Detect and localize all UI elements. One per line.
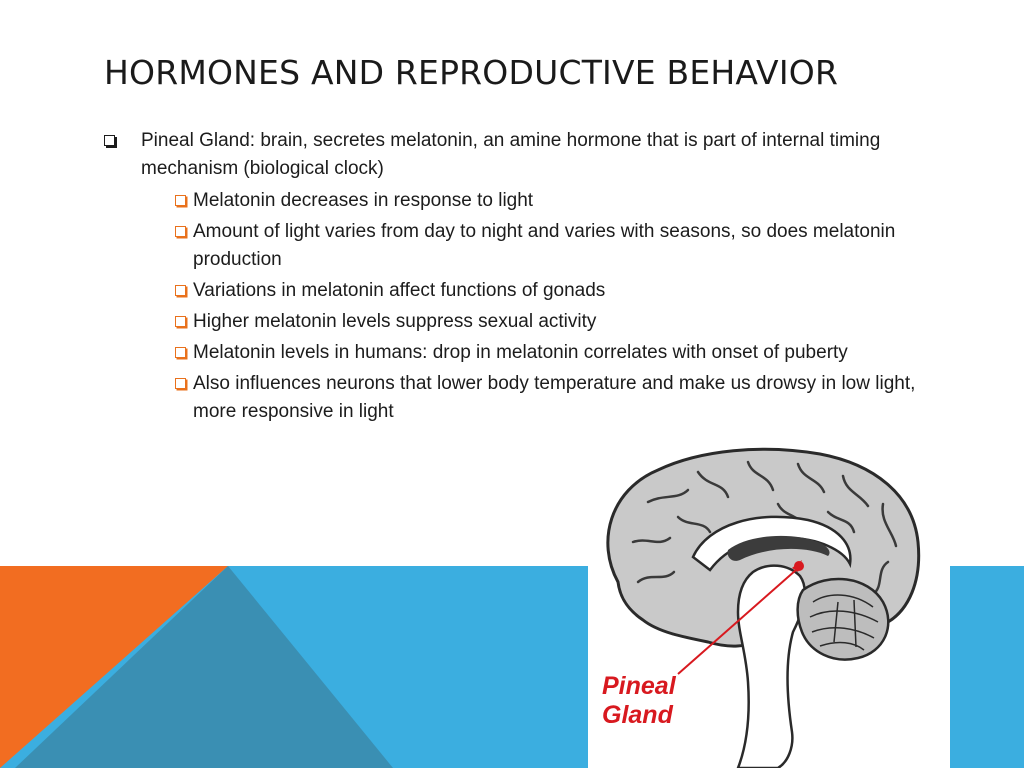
- main-point-term: Pineal Gland:: [141, 130, 256, 151]
- sub-point: [174, 187, 934, 215]
- sub-point-text: Higher melatonin levels suppress sexual activity: [193, 311, 597, 332]
- main-bullet-point: [104, 127, 934, 183]
- sub-point: [174, 308, 934, 336]
- sub-point-list: [104, 187, 934, 426]
- brain-figure: [588, 442, 950, 768]
- pineal-gland-label: Pineal Gland: [602, 672, 676, 729]
- orange-checkbox-bullet-icon: [175, 285, 186, 296]
- cerebellum: [798, 579, 889, 660]
- sub-point-text: Melatonin levels in humans: drop in melatonin correlates with onset of puberty: [193, 342, 848, 363]
- sub-point: [174, 218, 934, 274]
- checkbox-bullet-icon: [104, 135, 115, 146]
- sub-point-text: Melatonin decreases in response to light: [193, 190, 534, 211]
- orange-checkbox-bullet-icon: [175, 378, 186, 389]
- orange-checkbox-bullet-icon: [175, 195, 186, 206]
- slide-content: [104, 127, 934, 429]
- orange-checkbox-bullet-icon: [175, 347, 186, 358]
- orange-checkbox-bullet-icon: [175, 316, 186, 327]
- sub-point: [174, 339, 934, 367]
- sub-point: [174, 277, 934, 305]
- brainstem: [738, 566, 805, 768]
- slide-title: HORMONES AND REPRODUCTIVE BEHAVIOR: [104, 53, 839, 92]
- main-point-text: brain, secretes melatonin, an amine hormone that is part of internal timing mechanism (biological clock): [141, 130, 881, 179]
- sub-point: [174, 370, 934, 426]
- sub-point-text: Variations in melatonin affect functions of gonads: [193, 280, 606, 301]
- sub-point-text: Amount of light varies from day to night and varies with seasons, so does melatonin production: [193, 221, 896, 270]
- orange-checkbox-bullet-icon: [175, 226, 186, 237]
- sub-point-text: Also influences neurons that lower body temperature and make us drowsy in low light, more responsive in light: [193, 373, 916, 422]
